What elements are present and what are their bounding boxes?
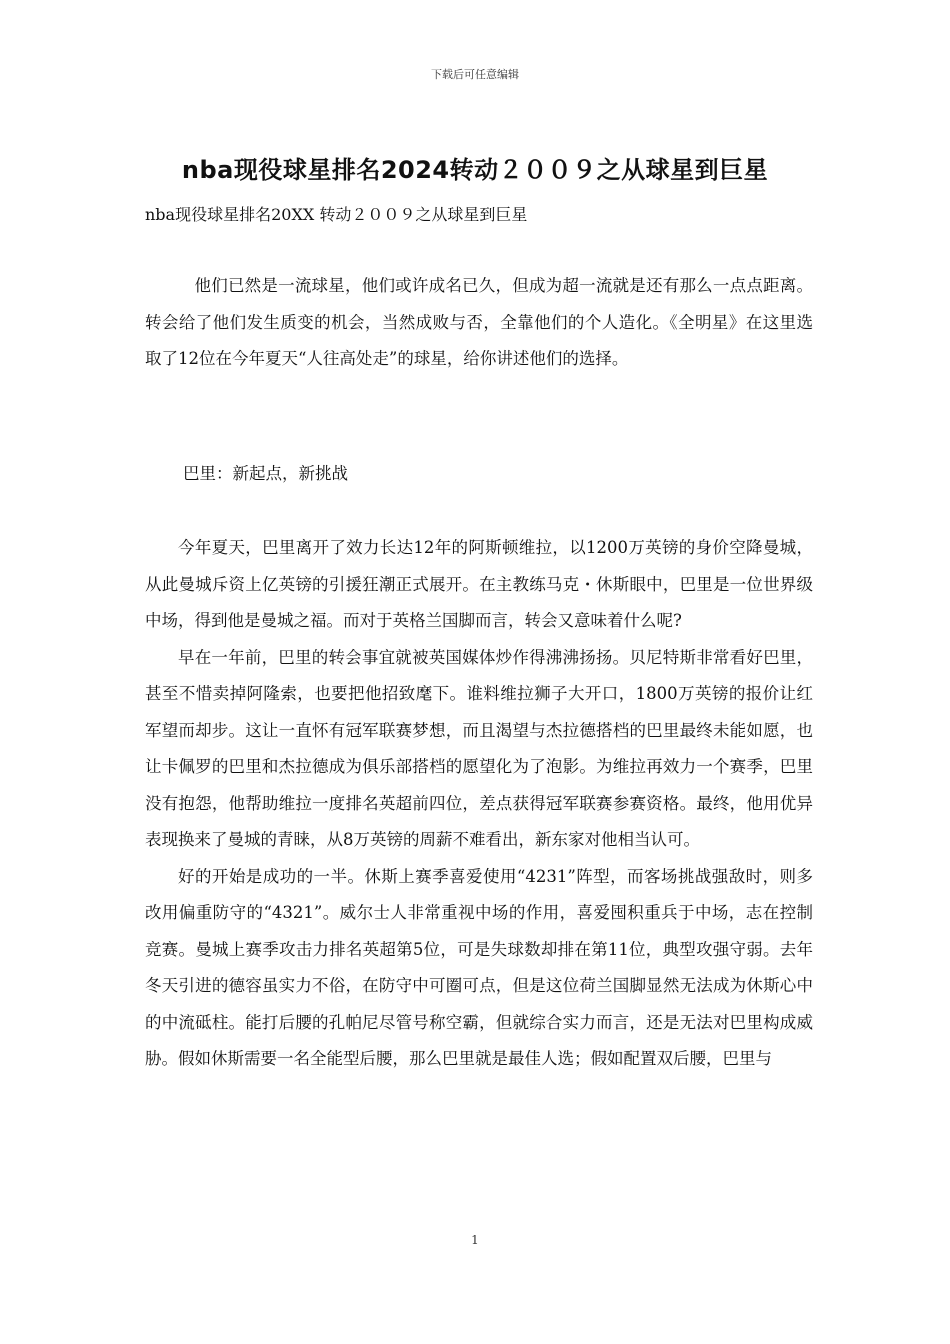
body-paragraph: 今年夏天，巴里离开了效力长达12年的阿斯顿维拉，以1200万英镑的身价空降曼城，从此曼城斥资上亿英镑的引援狂潮正式展开。在主教练马克・休斯眼中，巴里是一位世界级中场，得到他是曼城之福。而对于英格兰国脚而言，转会又意味着什么呢? [145, 538, 813, 630]
section-heading: 巴里：新起点，新挑战 [183, 464, 348, 483]
intro-block [145, 268, 813, 378]
header-note: 下载后可任意编辑 [431, 68, 519, 81]
intro-paragraph: 他们已然是一流球星，他们或许成名已久，但成为超一流就是还有那么一点点距离。转会给了他们发生质变的机会，当然成败与否，全靠他们的个人造化。《全明星》在这里选取了12位在今年夏天“人往高处走”的球星，给你讲述他们的选择。 [145, 276, 813, 368]
document-title: nba现役球星排名2024转动２００９之从球星到巨星 [181, 156, 769, 184]
body-paragraph: 早在一年前，巴里的转会事宜就被英国媒体炒作得沸沸扬扬。贝尼特斯非常看好巴里，甚至不惜卖掉阿隆索，也要把他招致麾下。谁料维拉狮子大开口，1800万英镑的报价让红军望而却步。这让一直怀有冠军联赛梦想，而且渴望与杰拉德搭档的巴里最终未能如愿，也让卡佩罗的巴里和杰拉德成为俱乐部搭档的愿望化为了泡影。为维拉再效力一个赛季，巴里没有抱怨，他帮助维拉一度排名英超前四位，差点获得冠军联赛参赛资格。最终，他用优异表现换来了曼城的青睐，从8万英镑的周薪不难看出，新东家对他相当认可。 [145, 647, 813, 849]
document-subtitle: nba现役球星排名20XX 转动２００９之从球星到巨星 [145, 205, 528, 224]
page-number: 1 [471, 1233, 479, 1247]
body-block [145, 530, 813, 1078]
body-paragraph: 好的开始是成功的一半。休斯上赛季喜爱使用“4231”阵型，而客场挑战强敌时，则多改用偏重防守的“4321”。威尔士人非常重视中场的作用，喜爱囤积重兵于中场，志在控制竞赛。曼城上赛季攻击力排名英超第5位，可是失球数却排在第11位，典型攻强守弱。去年冬天引进的德容虽实力不俗，在防守中可圈可点，但是这位荷兰国脚显然无法成为休斯心中的中流砥柱。能打后腰的孔帕尼尽管号称空霸，但就综合实力而言，还是无法对巴里构成威胁。假如休斯需要一名全能型后腰，那么巴里就是最佳人选；假如配置双后腰，巴里与 [145, 866, 813, 1068]
